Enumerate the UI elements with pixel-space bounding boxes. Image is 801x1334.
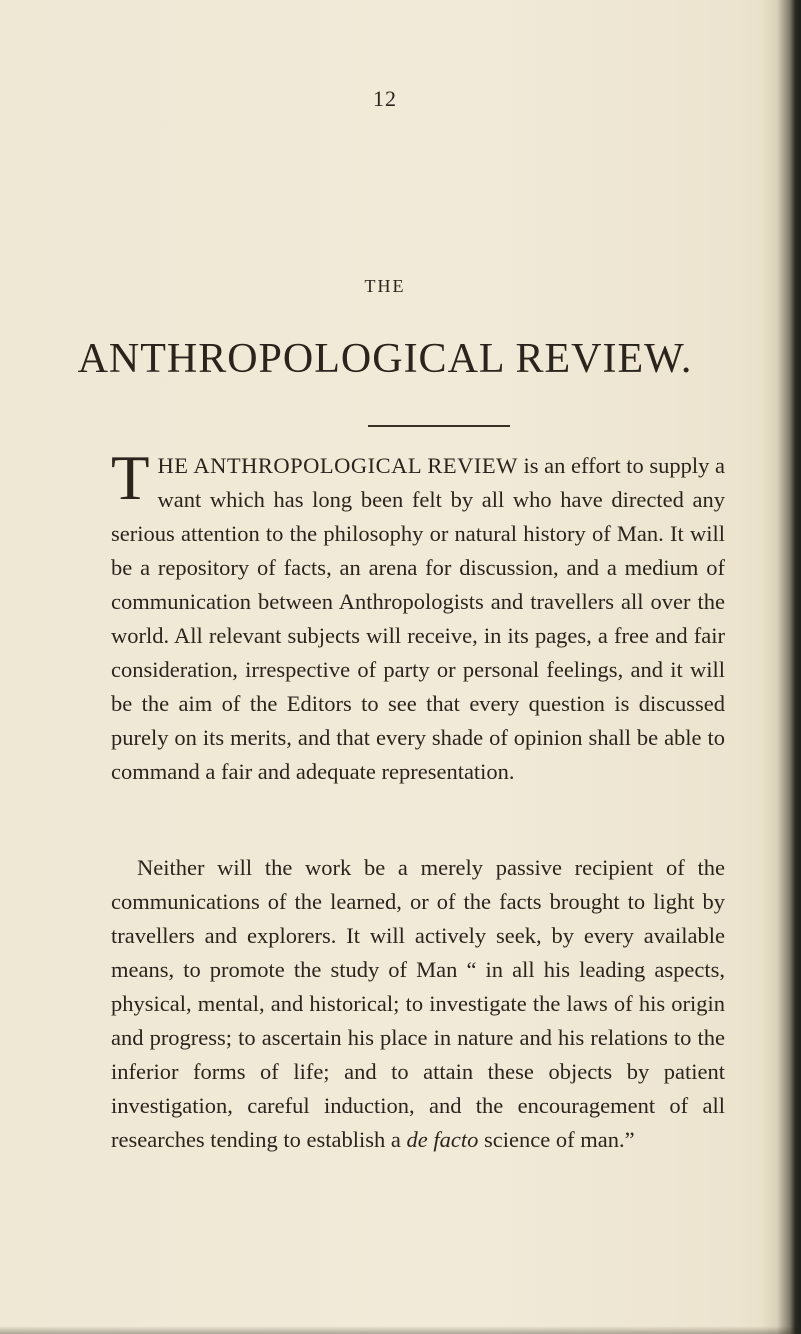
paragraph-mission-text: Neither will the work be a merely passive recipient of the communications of the learned, or of the facts brought to light by travellers and explorers. It will actively seek, by every available means, to promote the study of Man “ in all his leading aspects, physical, mental, and historical; to investigate the laws of his origin and progress; to ascertain his place in nature and his relations to the inferior forms of life; and to attain these objects by patient investigation, careful induction, and the encouragement of all researches tending to establish a (111, 855, 725, 1152)
paragraph-mission (111, 851, 725, 1157)
lead-in: HE ANTHROPOLOGICAL REVIEW (157, 453, 518, 478)
paragraph-mission-end: science of man.” (478, 1127, 635, 1152)
title-kicker: THE (364, 276, 406, 296)
bottom-edge-shadow (0, 1326, 801, 1334)
book-edge-shadow (761, 0, 801, 1334)
paragraph-intro-text: is an effort to supply a want which has long been felt by all who have directed any serious attention to the philosophy or natural history of Man. It will be a repository of facts, an arena for discussion, and a medium of communication between Anthropologists and travellers all over the world. All relevant subjects will receive, in its pages, a free and fair consideration, irrespective of party or personal feelings, and it will be the aim of the Editors to see that every question is discussed purely on its merits, and that every shade of opinion shall be able to command a fair and adequate representation. (111, 453, 725, 784)
title-divider (368, 425, 510, 427)
paragraph-intro (111, 443, 725, 789)
drop-cap: T (111, 443, 150, 513)
page-title: ANTHROPOLOGICAL REVIEW. (77, 336, 693, 382)
italic-phrase: de facto (406, 1127, 479, 1152)
page-number: 12 (373, 86, 397, 111)
